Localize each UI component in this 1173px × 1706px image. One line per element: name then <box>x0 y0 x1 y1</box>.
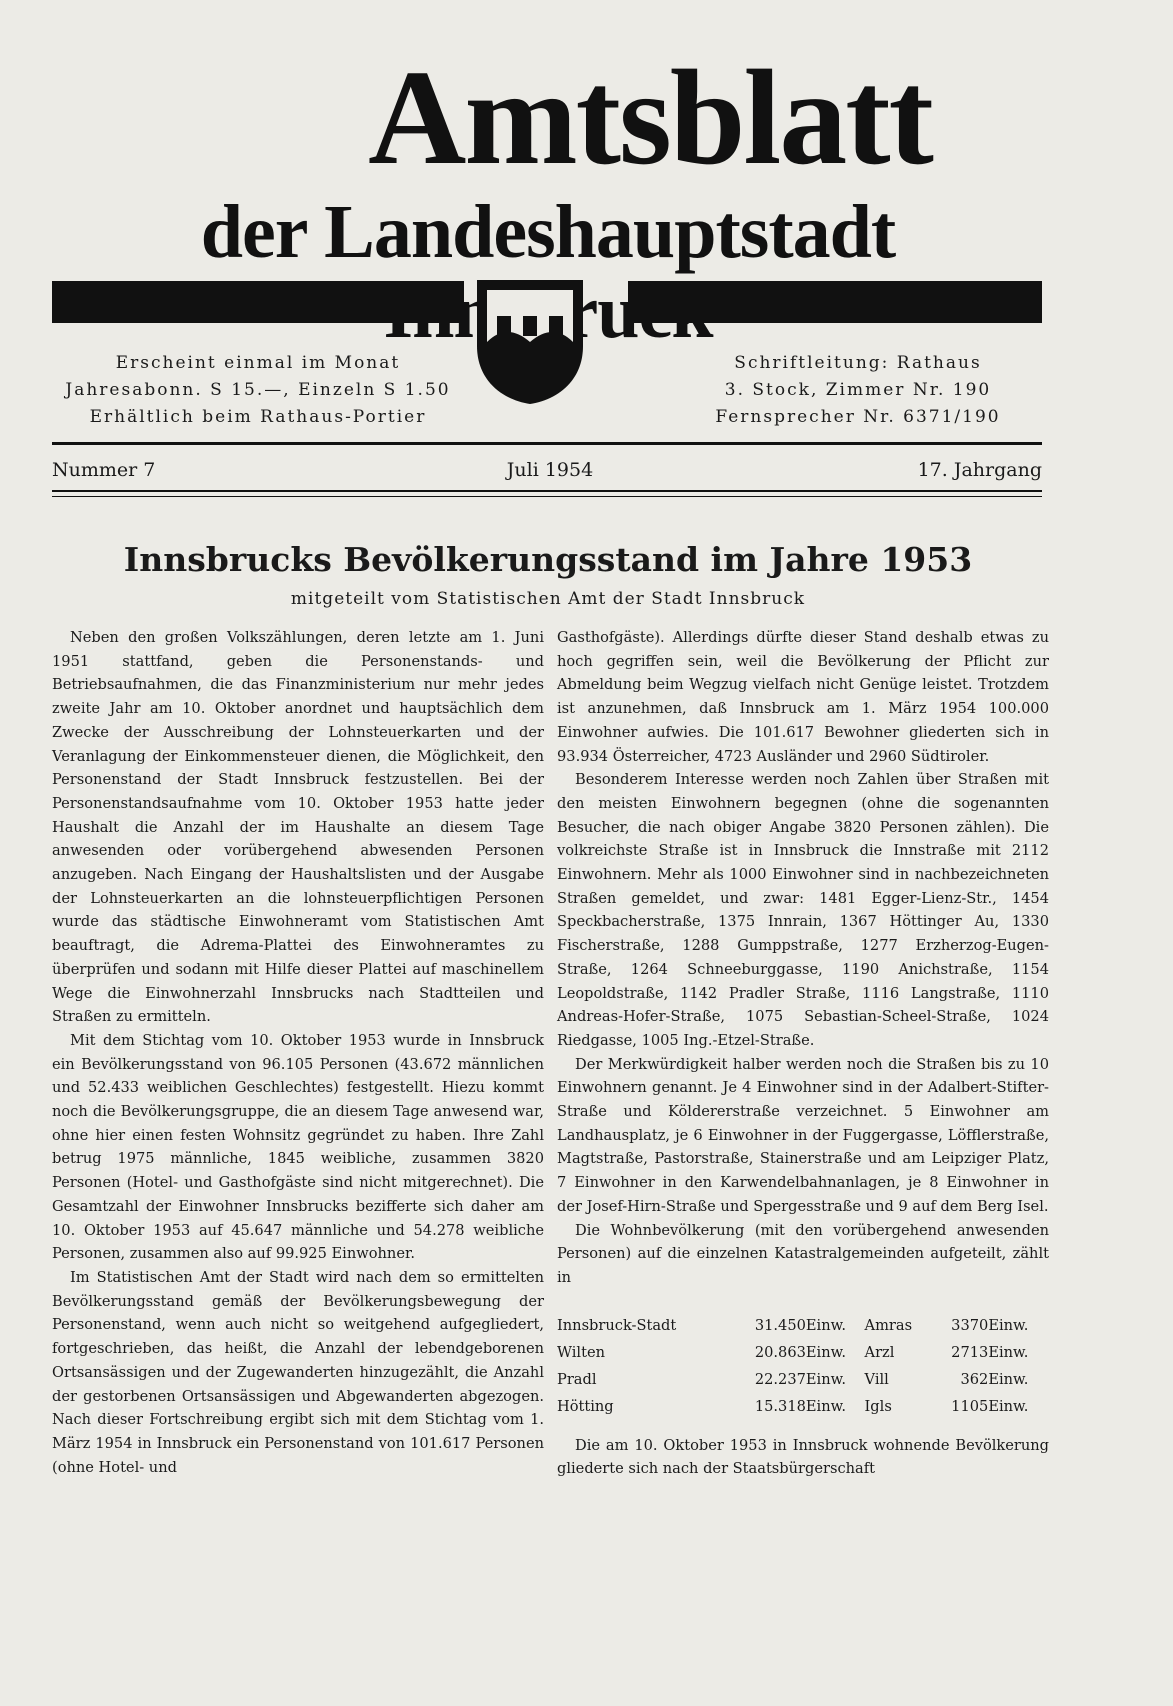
article-byline: mitgeteilt vom Statistischen Amt der Stadt Innsbruck <box>290 589 806 609</box>
district-value: 20.863 <box>754 1343 806 1361</box>
article-headline: Innsbrucks Bevölkerungsstand im Jahre 1953 <box>123 540 973 579</box>
article-column-left <box>52 626 544 1479</box>
masthead-right-line: Schriftleitung: Rathaus <box>734 353 982 373</box>
district-name: Hötting <box>557 1397 614 1415</box>
rule-bottom-2 <box>52 496 1042 497</box>
district-unit: Einw. <box>988 1343 1029 1361</box>
district-value: 2713 <box>951 1343 989 1361</box>
issue-date: Juli 1954 <box>506 459 594 481</box>
paragraph: Die Wohnbevölkerung (mit den vorübergehend anwesenden Personen) auf die einzelnen Katastralgemeinden aufgeteilt, zählt in <box>557 1221 1049 1286</box>
paragraph: Der Merkwürdigkeit halber werden noch die Straßen bis zu 10 Einwohnern genannt. Je 4 Einwohner sind in der Adalbert-Stifter-Straße und Köldererstraße verzeichnet. 5 Einwohner am Landhausplatz, je 6 Einwohner in der Fuggergasse, Löfflerstraße, Magtstraße, Pastorstraße, Stainerstraße und am Leipziger Platz, 7 Einwohner in den Karwendelbahnanlagen, je 8 Einwohner in der Josef-Hirn-Straße und Spergesstraße und 9 auf dem Berg Isel. <box>557 1055 1049 1215</box>
paragraph: Die am 10. Oktober 1953 in Innsbruck wohnende Bevölkerung gliederte sich nach der Staatsbürgerschaft <box>557 1436 1049 1478</box>
district-unit: Einw. <box>805 1397 847 1415</box>
paragraph: Neben den großen Volkszählungen, deren letzte am 1. Juni 1951 stattfand, geben die Personenstands- und Betriebsaufnahmen, die das Finanzministerium nur mehr jedes zweite Jahr am 10. Oktober anordnet und hauptsächlich dem Zwecke der Ausschreibung der Lohnsteuerkarten und der Veranlagung der Einkommensteuer dienen, die Möglichkeit, den Personenstand der Stadt Innsbruck festzustellen. Bei der Personenstandsaufnahme vom 10. Oktober 1953 hatte jeder Haushalt die Anzahl der im Haushalte an diesem Tage anwesenden oder vorübergehend abwesenden Personen anzugeben. Nach Eingang der Haushaltslisten und der Ausgabe der Lohnsteuerkarten an die lohnsteuerpflichtigen Personen wurde das städtische Einwohneramt vom Statistischen Amt beauftragt, die Adrema-Plattei des Einwohneramtes zu überprüfen und sodann mit Hilfe dieser Plattei auf maschinellem Wege die Einwohnerzahl Innsbrucks nach Stadtteilen und Straßen zu ermitteln. <box>52 629 544 1026</box>
masthead-bar-right <box>628 281 1042 323</box>
issue-volume: 17. Jahrgang <box>917 459 1042 481</box>
district-value: 31.450 <box>754 1316 806 1334</box>
district-name: Arzl <box>864 1343 895 1361</box>
district-name: Innsbruck-Stadt <box>557 1316 677 1334</box>
paragraph: Besonderem Interesse werden noch Zahlen über Straßen mit den meisten Einwohnern begegnen (ohne die sogenannten Besucher, die nach obiger Angabe 3820 Personen zählen). Die volkreichste Straße ist in Innsbruck die Innstraße mit 2112 Einwohnern. Mehr als 1000 Einwohner sind in nachbezeichneten Straßen gemeldet, und zwar: 1481 Egger-Lienz-Str., 1454 Speckbacherstraße, 1375 Innrain, 1367 Höttinger Au, 1330 Fischerstraße, 1288 Gumppstraße, 1277 Erzherzog-Eugen-Straße, 1264 Schneeburggasse, 1190 Anichstraße, 1154 Leopoldstraße, 1142 Pradler Straße, 1116 Langstraße, 1110 Andreas-Hofer-Straße, 1075 Sebastian-Scheel-Straße, 1024 Riedgasse, 1005 Ing.-Etzel-Straße. <box>557 771 1049 1049</box>
district-unit: Einw. <box>988 1397 1029 1415</box>
district-value: 3370 <box>951 1316 989 1334</box>
table-row <box>557 1393 1047 1420</box>
district-unit: Einw. <box>805 1343 847 1361</box>
table-row <box>557 1312 1047 1339</box>
paragraph: Im Statistischen Amt der Stadt wird nach dem so ermittelten Bevölkerungsstand gemäß der Bevölkerungsbewegung der Personenstand, wenn auch nicht so weitgehend aufgegliedert, fortgeschrieben, das heißt, die Anzahl der lebendgeborenen Ortsansässigen und der Zugewanderten hinzugezählt, die Anzahl der gestorbenen Ortsansässigen und Abgewanderten abgezogen. Nach dieser Fortschreibung ergibt sich mit dem Stichtag vom 1. März 1954 in Innsbruck ein Personenstand von 101.617 Personen (ohne Hotel- und <box>52 1268 544 1476</box>
district-unit: Einw. <box>988 1370 1029 1388</box>
paragraph: Gasthofgäste). Allerdings dürfte dieser Stand deshalb etwas zu hoch gegriffen sein, weil die Bevölkerung der Pflicht zur Abmeldung beim Wegzug vielfach nicht Genüge leistet. Trotzdem ist anzunehmen, daß Innsbruck am 1. März 1954 100.000 Einwohner aufwies. Die 101.617 Bewohner gliederten sich in 93.934 Österreicher, 4723 Ausländer und 2960 Südtiroler. <box>557 629 1049 765</box>
district-value: 362 <box>960 1370 989 1388</box>
district-name: Vill <box>864 1370 889 1388</box>
masthead-right-info <box>648 350 1068 431</box>
masthead-left-info <box>48 350 468 431</box>
district-value: 15.318 <box>754 1397 806 1415</box>
masthead-left-line: Erhältlich beim Rathaus-Portier <box>89 407 427 427</box>
innsbruck-crest-icon <box>475 276 585 406</box>
paragraph: Mit dem Stichtag vom 10. Oktober 1953 wurde in Innsbruck ein Bevölkerungsstand von 96.105 Personen (43.672 männlichen und 52.433 weiblichen Geschlechtes) festgestellt. Hiezu kommt noch die Bevölkerungsgruppe, die an diesem Tage anwesend war, ohne hier einen festen Wohnsitz gegründet zu haben. Ihre Zahl betrug 1975 männliche, 1845 weibliche, zusammen 3820 Personen (Hotel- und Gasthofgäste sind nicht mitgerechnet). Die Gesamtzahl der Einwohner Innsbrucks bezifferte sich daher am 10. Oktober 1953 auf 45.647 männliche und 54.278 weibliche Personen, zusammen also auf 99.925 Einwohner. <box>52 1031 544 1263</box>
masthead-bar-left <box>52 281 464 323</box>
table-row <box>557 1339 1047 1366</box>
table-row <box>557 1366 1047 1393</box>
issue-number: Nummer 7 <box>52 459 156 481</box>
masthead-left-line: Erscheint einmal im Monat <box>115 353 401 373</box>
district-name: Igls <box>864 1397 892 1415</box>
district-value: 22.237 <box>754 1370 806 1388</box>
district-unit: Einw. <box>988 1316 1029 1334</box>
masthead-right-line: 3. Stock, Zimmer Nr. 190 <box>724 380 992 400</box>
masthead-left-line: Jahresabonn. S 15.—, Einzeln S 1.50 <box>65 380 451 400</box>
district-name: Amras <box>864 1316 913 1334</box>
district-unit: Einw. <box>805 1316 847 1334</box>
district-unit: Einw. <box>805 1370 847 1388</box>
masthead-title: Amtsblatt <box>368 43 932 193</box>
district-name: Wilten <box>557 1343 605 1361</box>
article-column-right <box>557 626 1049 1481</box>
masthead-right-line: Fernsprecher Nr. 6371/190 <box>715 407 1001 427</box>
district-value: 1105 <box>951 1397 989 1415</box>
rule-top <box>52 442 1042 445</box>
rule-bottom-1 <box>52 490 1042 492</box>
masthead-subtitle: der Landeshauptstadt <box>200 190 896 274</box>
district-name: Pradl <box>557 1370 597 1388</box>
district-population-table <box>557 1312 1047 1420</box>
